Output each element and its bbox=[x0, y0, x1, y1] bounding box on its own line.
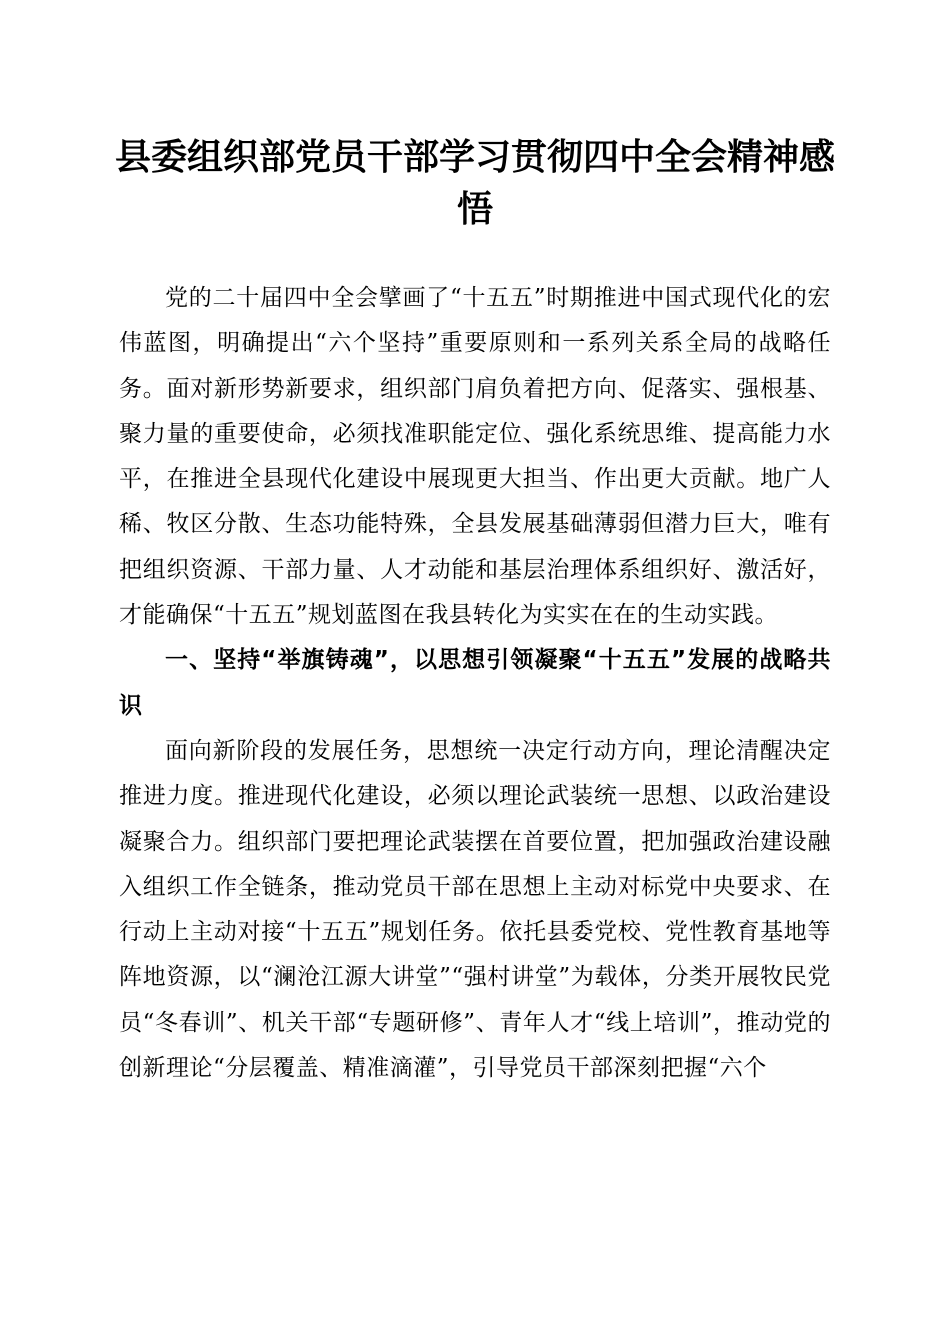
section-1-paragraph: 面向新阶段的发展任务，思想统一决定行动方向，理论清醒决定推进力度。推进现代化建设，必须以理论武装统一思想、以政治建设凝聚合力。组织部门要把理论武装摆在首要位置，把加强政治建设融入组织工作全链条，推动党员干部在思想上主动对标党中央要求、在行动上主动对接“十五五”规划任务。依托县委党校、党性教育基地等阵地资源，以“澜沧江源大讲堂”“强村讲堂”为载体，分类开展牧民党员“冬春训”、机关干部“专题研修”、青年人才“线上培训”，推动党的创新理论“分层覆盖、精准滴灌”，引导党员干部深刻把握“六个 bbox=[119, 737, 831, 1082]
section-heading-1: 一、坚持“举旗铸魂”，以思想引领凝聚“十五五”发展的战略共识 bbox=[119, 647, 831, 719]
document-title: 县委组织部党员干部学习贯彻四中全会精神感悟 bbox=[114, 137, 835, 230]
document-body bbox=[119, 276, 831, 1091]
intro-paragraph: 党的二十届四中全会擘画了“十五五”时期推进中国式现代化的宏伟蓝图，明确提出“六个坚持”重要原则和一系列关系全局的战略任务。面对新形势新要求，组织部门肩负着把方向、促落实、强根基、聚力量的重要使命，必须找准职能定位、强化系统思维、提高能力水平，在推进全县现代化建设中展现更大担当、作出更大贡献。地广人稀、牧区分散、生态功能特殊，全县发展基础薄弱但潜力巨大，唯有把组织资源、干部力量、人才动能和基层治理体系组织好、激活好，才能确保“十五五”规划蓝图在我县转化为实实在在的生动实践。 bbox=[119, 285, 831, 629]
